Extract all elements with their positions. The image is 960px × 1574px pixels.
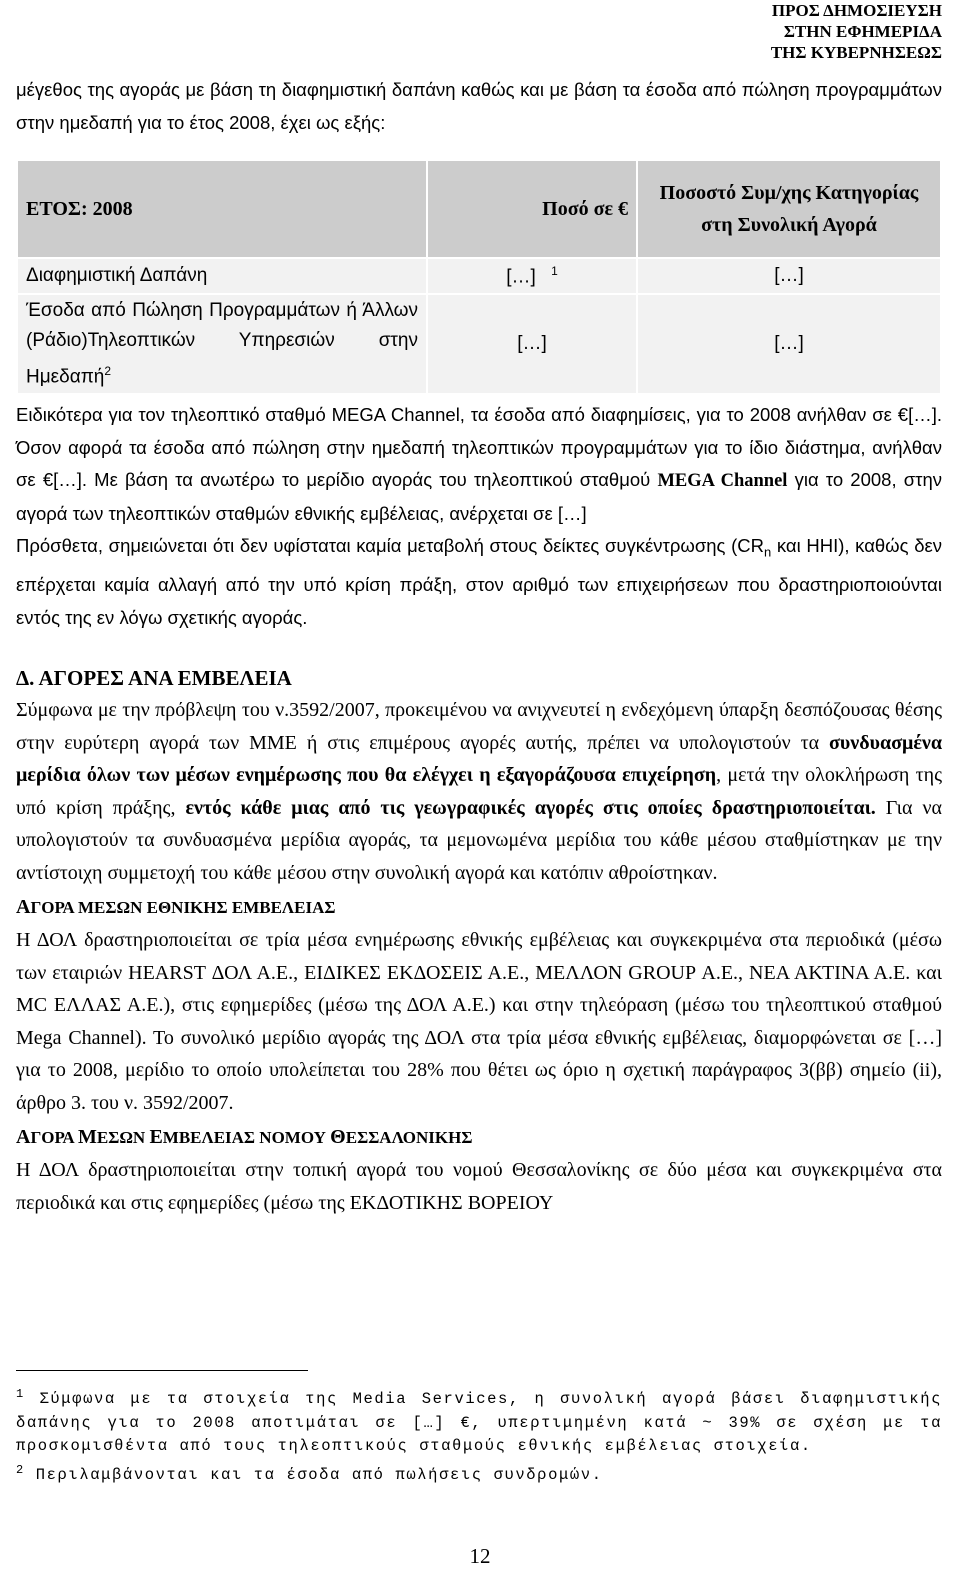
- page-number: 12: [469, 1544, 491, 1568]
- section-d-bold-2: εντός κάθε μιας από τις γεωγραφικές αγορές στις οποίες δραστηριοποιείται.: [185, 796, 876, 819]
- section-d-text-2: , μετά την ολοκλήρωση της υπό κρίση πράξης,: [16, 764, 942, 819]
- row-amount-value: […]: [506, 266, 536, 288]
- mega-text-1: Ειδικότερα για τον τηλεοπτικό σταθμό MEGA Channel, τα έσοδα από διαφημίσεις, για το 2008 ανήλθαν σε €[…]. Όσον αφορά τα έσοδα από πώληση στην ημεδαπή τηλεοπτικών προγραμμάτων για το ίδιο διάστημα, ανήλθαν σε €[…]. Με βάση τα ανωτέρω το μερίδιο αγοράς του τηλεοπτικού σταθμού: [16, 404, 942, 490]
- intro-paragraph: μέγεθος της αγοράς με βάση τη διαφημιστική δαπάνη καθώς και με βάση τα έσοδα από πώληση προγραμμάτων στην ημεδαπή για το έτος 2008, έχει ως εξής:: [16, 79, 942, 133]
- national-heading-rest: ΓΟΡΑ ΜΕΣΩΝ ΕΘΝΙΚΗΣ ΕΜΒΕΛΕΙΑΣ: [30, 898, 336, 918]
- row-share: […]: [637, 294, 941, 394]
- stamp-line-1: ΠΡΟΣ ΔΗΜΟΣΙΕΥΣΗ: [771, 1, 942, 20]
- table-header-row: [17, 160, 941, 258]
- mega-bold: MEGA Channel: [657, 471, 788, 491]
- concentration-text-2: και HHI), καθώς δεν επέρχεται καμία αλλαγή από την υπό κρίση πράξη, στον αριθμό των επιχειρήσεων που δραστηριοποιούνται εντός της εν λόγω σχετικής αγοράς.: [16, 535, 942, 628]
- header-share: Ποσοστό Συμ/χης Κατηγορίας στη Συνολική Αγορά: [637, 160, 941, 258]
- th-rest-2: ΕΣΩΝ: [96, 1128, 150, 1148]
- row-label: Διαφημιστική Δαπάνη: [17, 258, 427, 294]
- header-amount: Ποσό σε €: [427, 160, 637, 258]
- stamp-line-2: ΣΤΗΝ ΕΦΗΜΕΡΙΔΑ: [783, 22, 942, 41]
- footnote-1: [16, 1383, 942, 1459]
- row-share: […]: [637, 258, 941, 294]
- mega-text-2: για το 2008, στην αγορά των τηλεοπτικών σταθμών εθνικής εμβέλειας, ανέρχεται σε […]: [16, 469, 942, 524]
- section-d-title: Δ. ΑΓΟΡΕΣ ΑΝΑ ΕΜΒΕΛΕΙΑ: [16, 666, 292, 691]
- footnotes: [16, 1383, 942, 1487]
- th-initial-e: Ε: [149, 1126, 163, 1149]
- footnote-2: [16, 1459, 942, 1488]
- concentration-text-1: Πρόσθετα, σημειώνεται ότι δεν υφίσταται καμία μεταβολή στους δείκτες συγκέντρωσης (CR: [16, 535, 764, 556]
- th-initial-a: Α: [16, 1126, 31, 1149]
- footnote-number: 1: [16, 1387, 25, 1401]
- thessaloniki-paragraph: Η ΔΟΛ δραστηριοποιείται στην τοπική αγορά του νομού Θεσσαλονίκης σε δύο μέσα και συγκεκριμένα στα περιοδικά και στις εφημερίδες (μέσω της ΕΚΔΟΤΙΚΗΣ ΒΟΡΕΙΟΥ: [16, 1159, 942, 1214]
- concentration-paragraph: [16, 530, 942, 634]
- concentration-sub: n: [763, 544, 772, 560]
- row-label: [17, 294, 427, 394]
- section-d-text-1: Σύμφωνα με την πρόβλεψη του ν.3592/2007, προκειμένου να ανιχνευτεί η ενδεχόμενη ύπαρξη δεσπόζουσας θέσης στην ευρύτερη αγορά των ΜΜΕ ή στις επιμέρους αγορές αυτής, πρέπει να υπολογιστούν τα: [16, 699, 942, 754]
- footnote-text: Περιλαμβάνονται και τα έσοδα από πωλήσεις συνδρομών.: [24, 1465, 603, 1484]
- th-rest-3: ΜΒΕΛΕΙΑΣ ΝΟΜΟΥ: [162, 1128, 331, 1148]
- row-amount: [427, 258, 637, 294]
- footnote-text: Σύμφωνα με τα στοιχεία της Media Services, η συνολική αγορά βάσει διαφημιστικής δαπάνης για το 2008 αποτιμάται σε […] €, υπερτιμημένη κατά ~ 39% σε σχέση με τα προσκομισθέντα από τους τηλεοπτικούς σταθμούς εθνικής εμβέλειας στοιχεία.: [16, 1390, 942, 1456]
- section-d-text-3: Για να υπολογιστούν τα συνδυασμένα μερίδια αγοράς, τα μεμονωμένα μερίδια του κάθε μέσου σταθμίστηκαν με την αντίστοιχη συμμετοχή του κάθε μέσου στην συνολική αγορά και κατόπιν αθροίστηκαν.: [16, 796, 942, 884]
- national-paragraph: Η ΔΟΛ δραστηριοποιείται σε τρία μέσα ενημέρωσης εθνικής εμβέλειας και συγκεκριμένα στα περιοδικά (μέσω των εταιριών HEARST ΔΟΛ Α.Ε., ΕΙΔΙΚΕΣ ΕΚΔΟΣΕΙΣ Α.Ε., ΜΕΛΛΟΝ GROUP Α.Ε., ΝΕΑ ΑΚΤΙΝΑ Α.Ε. και MC ΕΛΛΑΣ Α.Ε.), στις εφημερίδες (μέσω της ΔΟΛ Α.Ε.) και στην τηλεόραση (μέσω του τηλεοπτικού σταθμού Mega Channel). Το συνολικό μερίδιο αγοράς της ΔΟΛ στα τρία μέσα εθνικής εμβέλειας, διαμορφώνεται σε […] για το 2008, μερίδιο το οποίο υπολείπεται του 28% που θέτει ως όριο η σχετική παράγραφος 3(ββ) σημείο (ii), άρθρο 3. του ν. 3592/2007.: [16, 929, 942, 1114]
- national-heading-initial: Α: [16, 896, 31, 919]
- th-initial-th: Θ: [330, 1126, 346, 1149]
- th-rest-1: ΓΟΡΑ: [30, 1128, 78, 1148]
- row-label-text: Έσοδα από Πώληση Προγραμμάτων ή Άλλων (Ράδιο)Τηλεοπτικών Υπηρεσιών στην Ημεδαπή: [26, 299, 418, 388]
- section-d-paragraph: [16, 694, 942, 889]
- publication-stamp: [771, 0, 942, 63]
- footnote-ref-1: 1: [551, 263, 558, 278]
- th-initial-m: Μ: [77, 1126, 97, 1149]
- table-row: [17, 294, 941, 394]
- header-year: ΕΤΟΣ: 2008: [17, 160, 427, 258]
- market-size-table: [16, 159, 942, 395]
- main-content: [16, 74, 942, 1219]
- section-d-bold-1: συνδυασμένα μερίδια όλων των μέσων ενημέρωσης που θα ελέγχει η εξαγοράζουσα επιχείρηση: [16, 731, 942, 787]
- footnote-divider: [16, 1370, 308, 1371]
- table-row: [17, 258, 941, 294]
- footnote-number: 2: [16, 1462, 25, 1477]
- mega-paragraph: [16, 399, 942, 530]
- thessaloniki-heading: [16, 1121, 942, 1154]
- stamp-line-3: ΤΗΣ ΚΥΒΕΡΝΗΣΕΩΣ: [770, 43, 942, 62]
- national-heading: [16, 891, 942, 924]
- th-rest-4: ΕΣΣΑΛΟΝΙΚΗΣ: [345, 1128, 473, 1148]
- row-amount: […]: [427, 294, 637, 394]
- footnote-ref-2: 2: [104, 363, 112, 378]
